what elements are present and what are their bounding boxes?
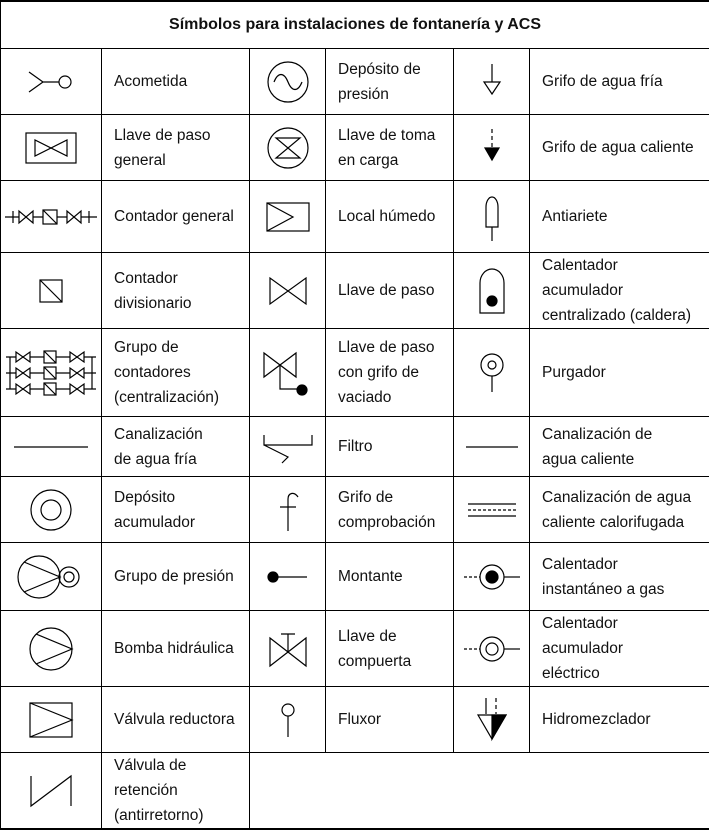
- canalizacion-calorifugada-icon: [462, 498, 522, 522]
- symbol-label: Canalización de agua caliente calorifugada: [530, 477, 709, 543]
- symbol-label: Llave de paso con grifo de vaciado: [326, 329, 454, 417]
- table-row: [1, 115, 709, 181]
- symbol-label: Antiariete: [530, 181, 709, 253]
- symbol-label: Hidromezclador: [530, 687, 709, 753]
- symbol-label: Acometida: [102, 49, 250, 115]
- bomba-hidraulica-icon: [26, 624, 76, 674]
- purgador-icon: [472, 348, 512, 398]
- table-row: [1, 611, 709, 687]
- table-row: [1, 687, 709, 753]
- symbol-label: Filtro: [326, 417, 454, 477]
- llave-toma-carga-icon: [263, 123, 313, 173]
- symbol-label: Calentador acumulador centralizado (caldera): [530, 253, 709, 329]
- symbol-label: Contador general: [102, 181, 250, 253]
- symbol-label: Canalización de agua caliente: [530, 417, 709, 477]
- deposito-acumulador-icon: [26, 485, 76, 535]
- canalizacion-agua-caliente-icon: [462, 437, 522, 457]
- symbol-cell: [250, 543, 326, 611]
- table-row: [1, 329, 709, 417]
- symbol-cell: [250, 49, 326, 115]
- symbol-cell: [250, 253, 326, 329]
- grifo-agua-fria-icon: [472, 60, 512, 104]
- table-row: [1, 49, 709, 115]
- symbol-cell: [1, 181, 102, 253]
- symbol-cell: [1, 687, 102, 753]
- symbol-label: Local húmedo: [326, 181, 454, 253]
- symbol-cell: [1, 543, 102, 611]
- symbol-cell: [250, 477, 326, 543]
- symbol-label: Grifo de agua caliente: [530, 115, 709, 181]
- symbol-cell: [454, 687, 530, 753]
- symbol-label: Calentador instantáneo a gas: [530, 543, 709, 611]
- symbol-cell: [250, 611, 326, 687]
- table-row: [1, 477, 709, 543]
- symbol-label: Válvula reductora: [102, 687, 250, 753]
- symbol-cell: [454, 181, 530, 253]
- local-humedo-icon: [263, 197, 313, 237]
- symbol-label: Montante: [326, 543, 454, 611]
- acometida-icon: [21, 62, 81, 102]
- empty-cell: [250, 753, 709, 830]
- symbol-cell: [1, 611, 102, 687]
- symbol-label: Bomba hidráulica: [102, 611, 250, 687]
- calentador-acumulador-centralizado-icon: [472, 263, 512, 319]
- symbol-cell: [1, 417, 102, 477]
- grupo-presion-icon: [11, 552, 91, 602]
- symbol-cell: [454, 253, 530, 329]
- fluxor-icon: [268, 697, 308, 743]
- calentador-acumulador-electrico-icon: [460, 629, 524, 669]
- symbol-cell: [454, 115, 530, 181]
- symbol-cell: [454, 49, 530, 115]
- hidromezclador-icon: [470, 695, 514, 745]
- symbol-label: Llave de paso: [326, 253, 454, 329]
- table-row: [1, 417, 709, 477]
- symbol-cell: [250, 115, 326, 181]
- symbol-label: Depósito de presión: [326, 49, 454, 115]
- calentador-instantaneo-gas-icon: [460, 557, 524, 597]
- symbol-cell: [1, 753, 102, 830]
- llave-paso-grifo-vaciado-icon: [258, 343, 318, 403]
- symbol-cell: [1, 329, 102, 417]
- symbol-label: Contador divisionario: [102, 253, 250, 329]
- grifo-agua-caliente-icon: [472, 126, 512, 170]
- llave-paso-general-icon: [21, 128, 81, 168]
- grupo-contadores-icon: [3, 343, 99, 403]
- canalizacion-agua-fria-icon: [11, 437, 91, 457]
- symbol-cell: [454, 329, 530, 417]
- contador-divisionario-icon: [31, 271, 71, 311]
- montante-icon: [263, 567, 313, 587]
- table-row: [1, 181, 709, 253]
- symbol-cell: [250, 181, 326, 253]
- symbol-label: Válvula de retención (antirretorno): [102, 753, 250, 830]
- symbol-label: Llave de paso general: [102, 115, 250, 181]
- table-title: Símbolos para instalaciones de fontanería y ACS: [1, 1, 709, 49]
- symbol-cell: [250, 329, 326, 417]
- symbol-cell: [250, 687, 326, 753]
- symbol-cell: [454, 477, 530, 543]
- symbol-cell: [1, 115, 102, 181]
- symbol-cell: [454, 417, 530, 477]
- symbol-label: Calentador acumulador eléctrico: [530, 611, 709, 687]
- table-row: [1, 253, 709, 329]
- symbol-label: Grifo de comprobación: [326, 477, 454, 543]
- symbol-cell: [454, 543, 530, 611]
- symbol-label: Grupo de contadores (centralización): [102, 329, 250, 417]
- title-row: [1, 1, 709, 49]
- table-row: [1, 543, 709, 611]
- grifo-comprobacion-icon: [268, 485, 308, 535]
- antiariete-icon: [472, 189, 512, 245]
- symbol-cell: [250, 417, 326, 477]
- llave-compuerta-icon: [263, 626, 313, 672]
- valvula-retencion-icon: [26, 771, 76, 811]
- symbol-label: Depósito acumulador: [102, 477, 250, 543]
- contador-general-icon: [3, 202, 99, 232]
- symbol-cell: [1, 477, 102, 543]
- symbol-label: Grupo de presión: [102, 543, 250, 611]
- table-row: [1, 753, 709, 830]
- deposito-presion-icon: [263, 57, 313, 107]
- symbol-label: Llave de compuerta: [326, 611, 454, 687]
- symbol-label: Canalización de agua fría: [102, 417, 250, 477]
- symbol-label: Purgador: [530, 329, 709, 417]
- symbol-cell: [1, 253, 102, 329]
- symbol-cell: [454, 611, 530, 687]
- symbol-cell: [1, 49, 102, 115]
- valvula-reductora-icon: [26, 698, 76, 742]
- symbol-label: Llave de toma en carga: [326, 115, 454, 181]
- symbol-label: Fluxor: [326, 687, 454, 753]
- symbol-label: Grifo de agua fría: [530, 49, 709, 115]
- filtro-icon: [258, 427, 318, 467]
- llave-paso-icon: [263, 271, 313, 311]
